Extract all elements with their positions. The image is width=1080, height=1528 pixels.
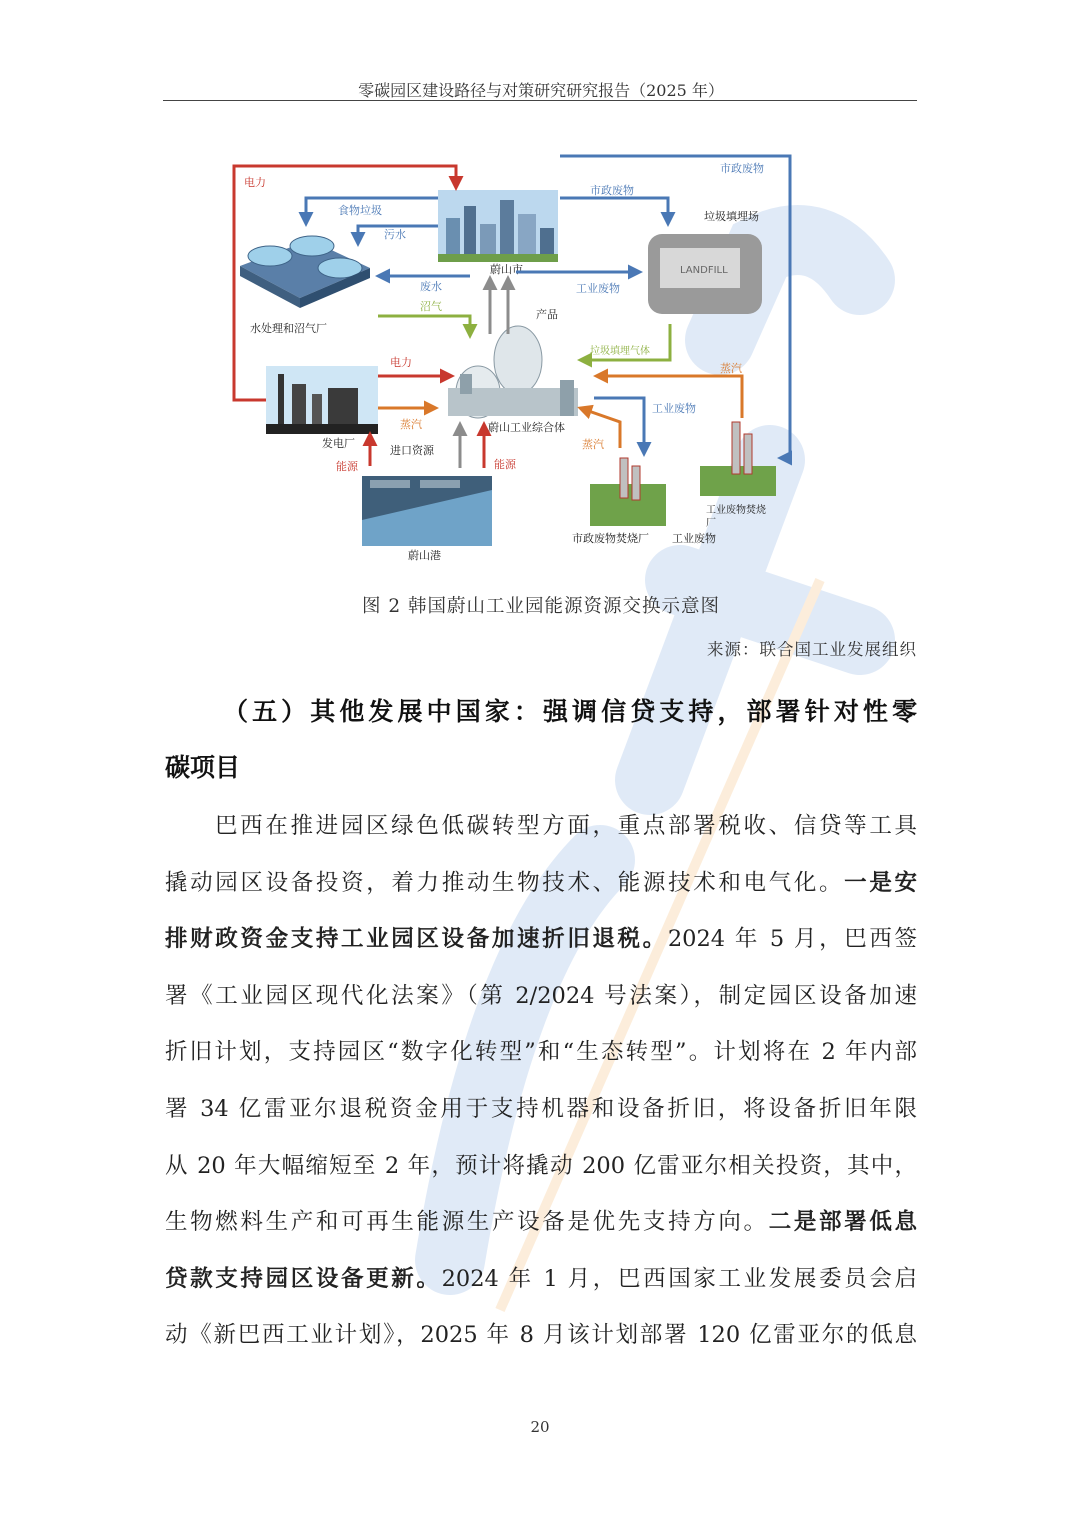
body-paragraph [165, 798, 917, 1364]
flow-energy-1: 能源 [336, 460, 358, 473]
body-line [165, 1024, 917, 1081]
industrial-complex-illustration [448, 326, 578, 418]
page-header-title: 零碳园区建设路径与对策研究研究报告（2025 年） [358, 81, 724, 100]
label-port: 蔚山港 [408, 549, 441, 562]
body-text-bold: 二是部署低息 [768, 1209, 917, 1236]
power-plant-illustration [266, 366, 378, 434]
section-heading-line-2: 碳项目 [165, 753, 241, 782]
flow-electricity-mid: 电力 [390, 356, 412, 369]
flow-landfill-gas: 垃圾填埋气体 [590, 346, 650, 357]
flow-wastewater: 废水 [420, 280, 442, 293]
body-text-bold: 一是安 [844, 869, 917, 896]
label-water-plant: 水处理和沼气厂 [250, 322, 327, 335]
label-city: 蔚山市 [490, 263, 523, 276]
label-power-plant: 发电厂 [322, 437, 355, 450]
section-heading-line-1: （五）其他发展中国家：强调信贷支持，部署针对性零 [223, 697, 917, 726]
body-line [165, 1081, 917, 1138]
figure-source: 来源：联合国工业发展组织 [707, 640, 917, 659]
body-text-run: 2024 年 1 月，巴西国家工业发展委员会启 [441, 1265, 917, 1292]
body-text-run: 动《新巴西工业计划》，2025 年 8 月该计划部署 120 亿雷亚尔的低息 [165, 1322, 917, 1349]
label-industrial-waste-bottom: 工业废物 [672, 532, 716, 545]
body-text-run: 2024 年 5 月，巴西签 [667, 926, 917, 953]
body-line [165, 911, 917, 968]
water-plant-illustration [240, 236, 370, 308]
industrial-incinerator-illustration [700, 422, 776, 496]
figure-caption: 图 2 韩国蔚山工业园能源资源交换示意图 [361, 596, 721, 617]
section-heading [165, 684, 917, 796]
flow-steam-2: 蒸汽 [720, 362, 742, 375]
arrow-municipal-waste-inner [560, 198, 668, 224]
flow-energy-2: 能源 [494, 458, 516, 471]
body-line [165, 798, 917, 855]
city-illustration [438, 190, 558, 262]
energy-exchange-diagram [220, 148, 810, 566]
body-text-run: 折旧计划，支持园区“数字化转型”和“生态转型”。计划将在 2 年内部 [165, 1039, 917, 1066]
flow-biogas: 沼气 [420, 300, 442, 313]
flow-industrial-waste-1: 工业废物 [576, 282, 620, 295]
label-industrial-incinerator-a: 工业废物焚烧 [706, 505, 766, 516]
label-industrial-incinerator-b: 厂 [706, 518, 716, 529]
body-line [165, 1251, 917, 1308]
landfill-illustration [648, 234, 762, 314]
flow-products: 产品 [536, 308, 558, 321]
municipal-incinerator-illustration [590, 458, 666, 526]
body-text-bold: 贷款支持园区设备更新。 [165, 1265, 442, 1292]
page-number: 20 [530, 1418, 550, 1436]
body-line [165, 1138, 917, 1195]
flow-electricity-top: 电力 [244, 176, 266, 189]
label-complex: 蔚山工业综合体 [488, 421, 565, 434]
body-text-run: 撬动园区设备投资，着力推动生物技术、能源技术和电气化。 [165, 869, 845, 896]
label-landfill: 垃圾填埋场 [704, 210, 759, 223]
flow-municipal-waste-1: 市政废物 [720, 162, 764, 175]
flow-municipal-waste-2: 市政废物 [590, 184, 634, 197]
flow-import-resources: 进口资源 [390, 444, 434, 457]
svg-text:LANDFILL: LANDFILL [680, 265, 728, 276]
body-line [165, 968, 917, 1025]
flow-sewage: 污水 [384, 228, 406, 241]
arrow-biogas [378, 316, 470, 336]
body-line [165, 1194, 917, 1251]
body-text-bold: 排财政资金支持工业园区设备加速折旧退税。 [165, 926, 668, 953]
body-line [165, 1307, 917, 1364]
flow-food-waste: 食物垃圾 [338, 204, 382, 217]
body-text-run: 署《工业园区现代化法案》（第 2/2024 号法案），制定园区设备加速 [165, 982, 917, 1009]
flow-steam-3: 蒸汽 [582, 438, 604, 451]
body-text-run: 署 34 亿雷亚尔退税资金用于支持机器和设备折旧，将设备折旧年限 [165, 1095, 917, 1122]
flow-steam-1: 蒸汽 [400, 418, 422, 431]
body-line [165, 855, 917, 912]
port-illustration [362, 476, 492, 546]
label-municipal-incinerator: 市政废物焚烧厂 [572, 532, 649, 545]
flow-industrial-waste-2: 工业废物 [652, 402, 696, 415]
body-text-run: 生物燃料生产和可再生能源生产设备是优先支持方向。 [165, 1209, 769, 1236]
header-rule [163, 100, 917, 101]
body-text-run: 从 20 年大幅缩短至 2 年，预计将撬动 200 亿雷亚尔相关投资，其中， [165, 1152, 917, 1179]
body-text-run: 巴西在推进园区绿色低碳转型方面，重点部署税收、信贷等工具 [215, 813, 917, 839]
